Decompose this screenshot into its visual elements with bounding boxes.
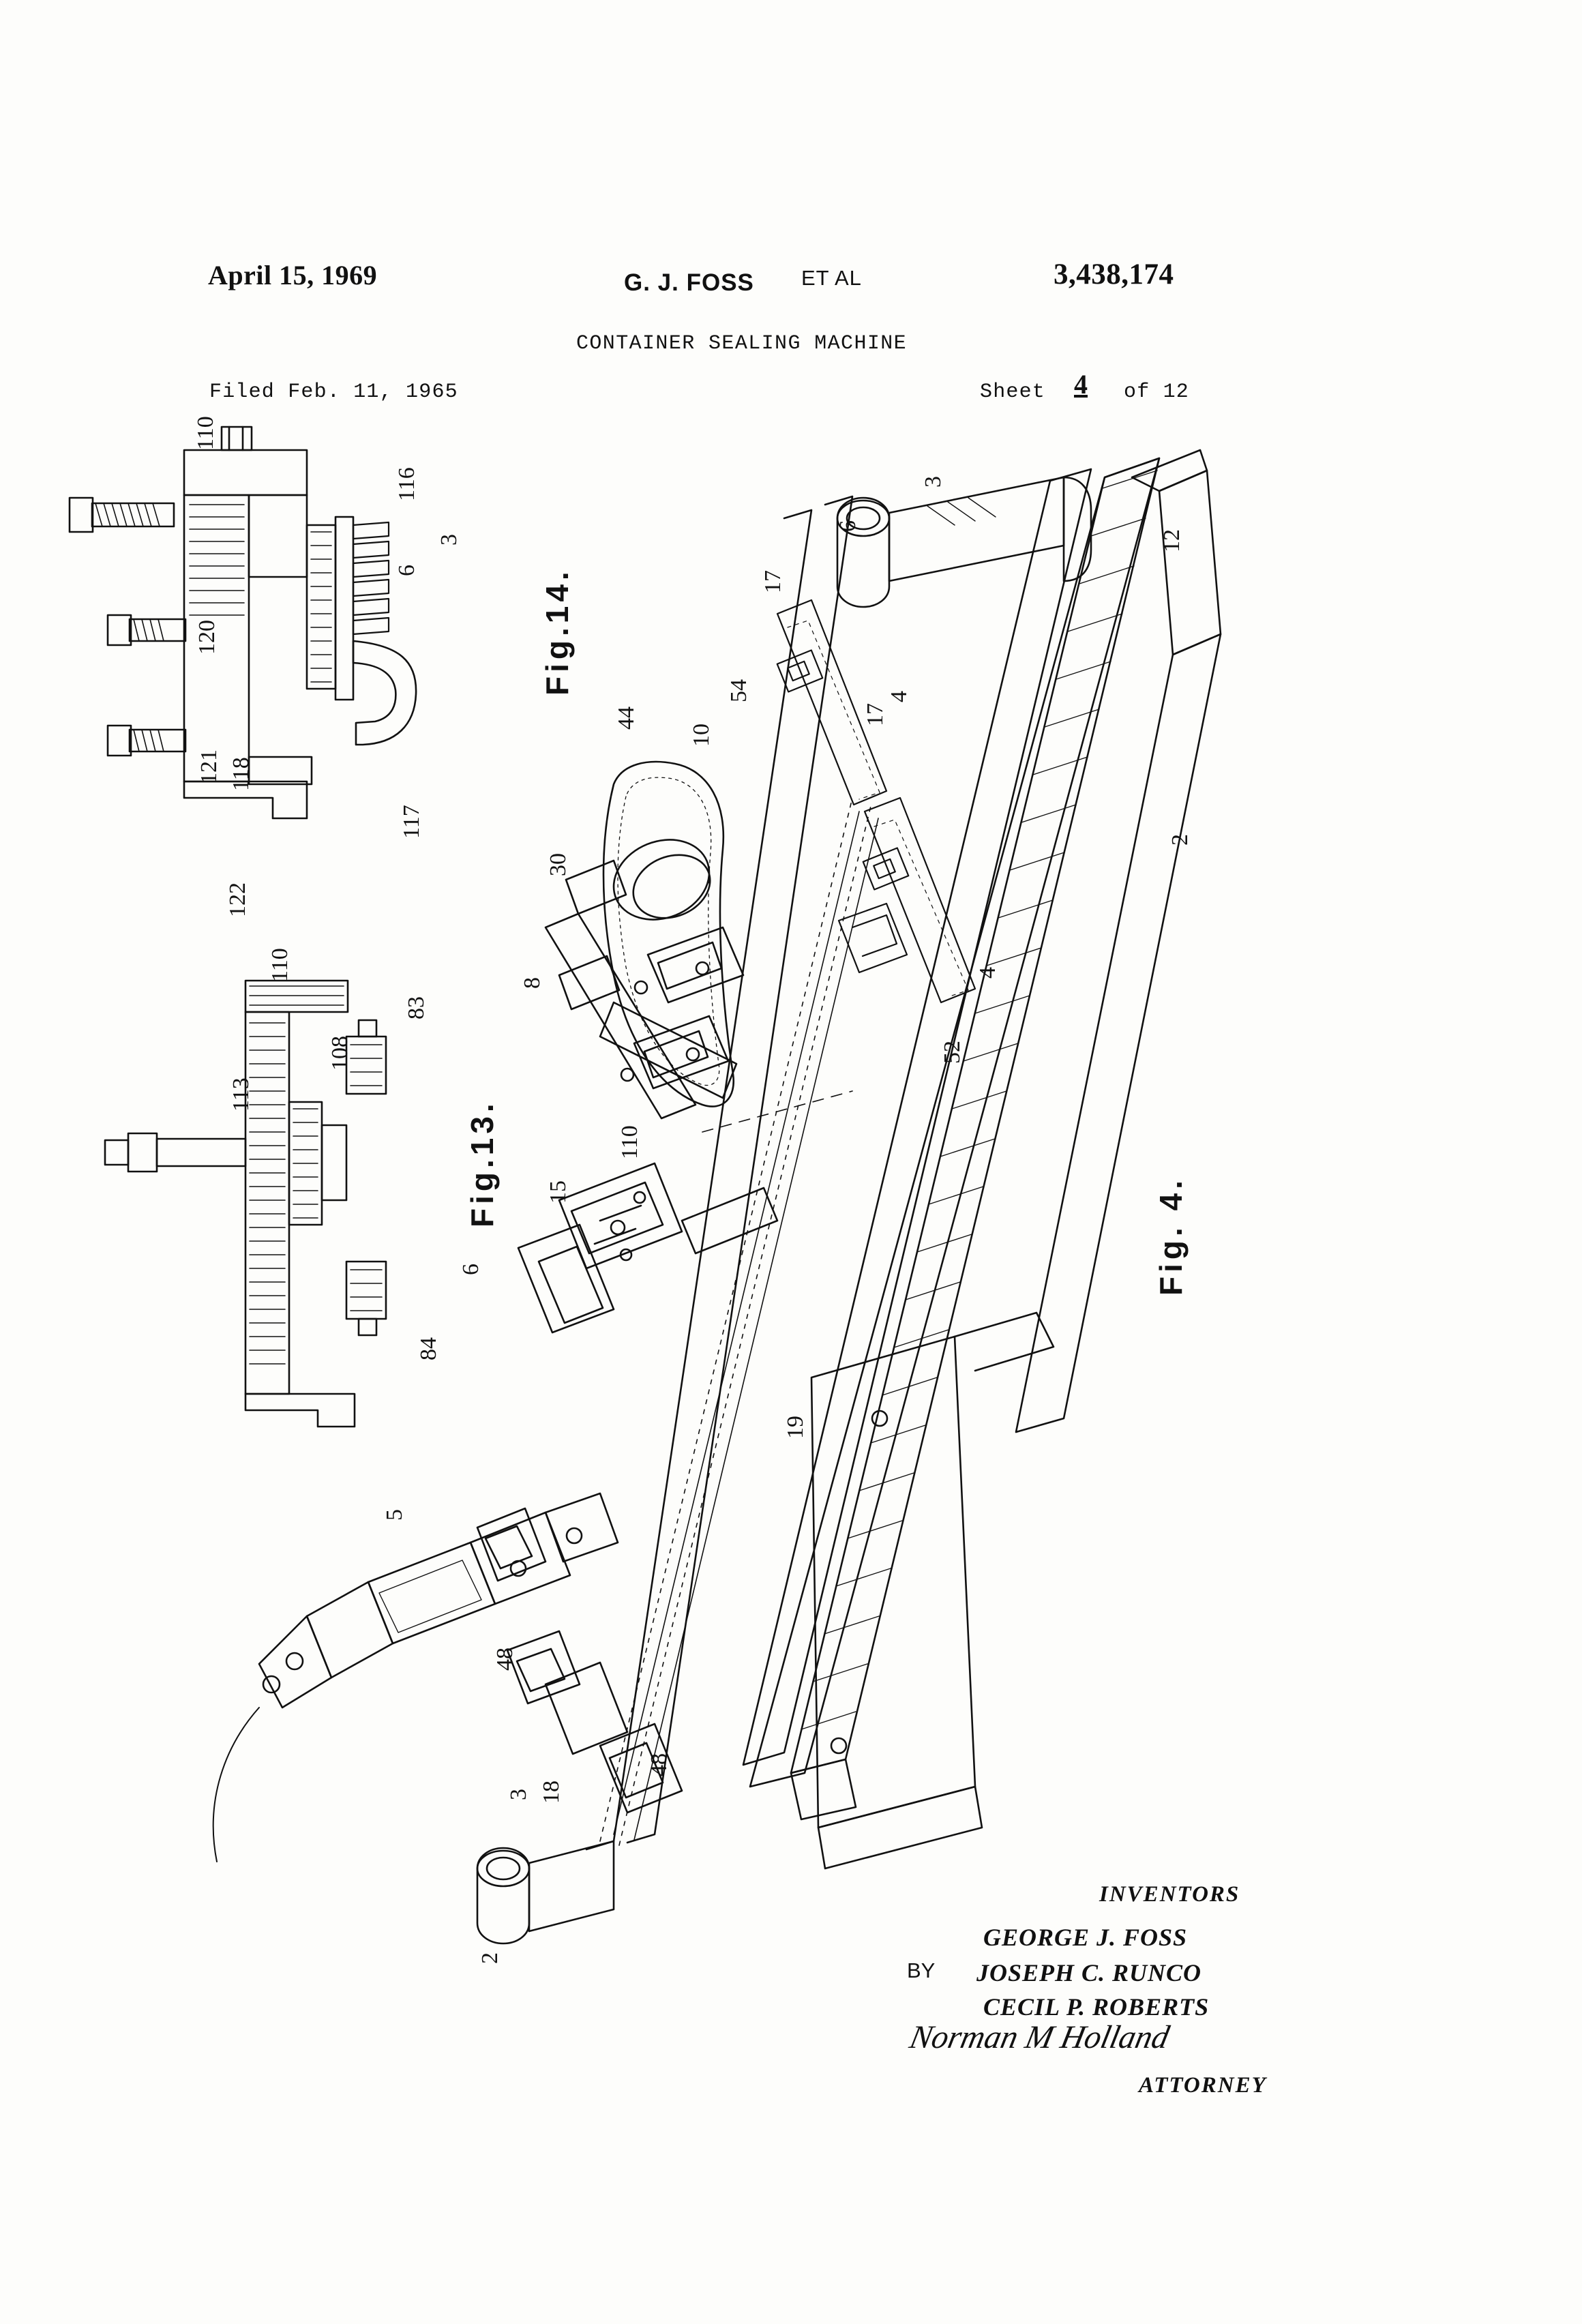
reference-numeral: 2 (477, 1952, 503, 1964)
reference-numeral: 110 (193, 416, 218, 450)
reference-numeral: 48 (492, 1648, 518, 1671)
reference-numeral: 121 (196, 749, 222, 784)
reference-numeral: 116 (394, 467, 419, 501)
sheet-total: of 12 (1124, 381, 1190, 404)
patent-number: 3,438,174 (1054, 258, 1174, 290)
filing-date: Filed Feb. 11, 1965 (209, 381, 458, 404)
reference-numeral: 44 (614, 706, 639, 730)
reference-numeral: 12 (1159, 529, 1184, 552)
reference-numeral: 6 (835, 520, 861, 532)
reference-numeral: 3 (436, 534, 462, 546)
inventors-label: INVENTORS (1099, 1882, 1240, 1907)
reference-numeral: 54 (726, 679, 751, 702)
sealing-head (546, 762, 743, 1118)
reference-numeral: 17 (863, 703, 888, 726)
reference-numeral: 83 (404, 996, 429, 1019)
reference-numeral: 52 (940, 1041, 965, 1064)
figure-14-label: Fig.14. (539, 567, 575, 696)
roller-top (837, 477, 1091, 607)
attorney-label: ATTORNEY (1139, 2073, 1267, 2098)
drive-chain (600, 798, 878, 1845)
reference-numeral: 110 (617, 1125, 642, 1159)
patent-title: CONTAINER SEALING MACHINE (576, 332, 908, 355)
reference-numeral: 3 (506, 1789, 531, 1800)
reference-numeral: 122 (225, 882, 250, 917)
reference-numeral: 5 (382, 1509, 407, 1521)
inventor-name-2: JOSEPH C. RUNCO (976, 1959, 1202, 1986)
reference-numeral: 84 (416, 1337, 441, 1360)
reference-numeral: 15 (546, 1180, 571, 1204)
inventor-name-3: CECIL P. ROBERTS (983, 1993, 1210, 2021)
reference-numeral: 2 (1167, 834, 1193, 846)
reference-numeral: 6 (458, 1264, 483, 1275)
inventor-header: G. J. FOSS (624, 269, 754, 296)
reference-numeral: 10 (689, 724, 714, 747)
by-label: BY (907, 1958, 936, 1982)
publication-date: April 15, 1969 (208, 260, 378, 290)
sheet-number: 4 (1074, 369, 1088, 400)
main-frame (586, 450, 1221, 1868)
reference-numeral: 110 (267, 948, 293, 982)
reference-numeral: 118 (228, 757, 254, 791)
figure-4-machine (213, 450, 1221, 1943)
reference-numeral: 19 (783, 1416, 808, 1439)
gantry-arm (213, 1493, 618, 1862)
reference-numeral: 18 (539, 1781, 564, 1804)
reference-numeral: 4 (975, 967, 1000, 979)
sheet-label: Sheet (980, 381, 1046, 404)
reference-numeral: 4 (886, 691, 912, 702)
reference-numeral: 3 (921, 476, 946, 488)
reference-numeral: 30 (546, 853, 571, 876)
attorney-signature: Norman M Holland (906, 2019, 1173, 2055)
reference-numeral: 113 (228, 1077, 254, 1112)
reference-numeral: 108 (327, 1036, 353, 1071)
inventor-name-1: GEORGE J. FOSS (983, 1924, 1188, 1951)
reference-numeral: 6 (394, 565, 419, 576)
etal-label: ET AL (801, 266, 862, 290)
roller-bottom (477, 1841, 614, 1943)
reference-numeral: 17 (760, 570, 786, 593)
reference-numeral: 48 (646, 1753, 672, 1776)
figure-13-label: Fig.13. (464, 1099, 500, 1227)
reference-numeral: 8 (520, 977, 545, 989)
reference-numeral: 117 (399, 805, 424, 839)
figure-4-label: Fig. 4. (1153, 1176, 1189, 1296)
reference-numeral: 120 (194, 620, 220, 655)
